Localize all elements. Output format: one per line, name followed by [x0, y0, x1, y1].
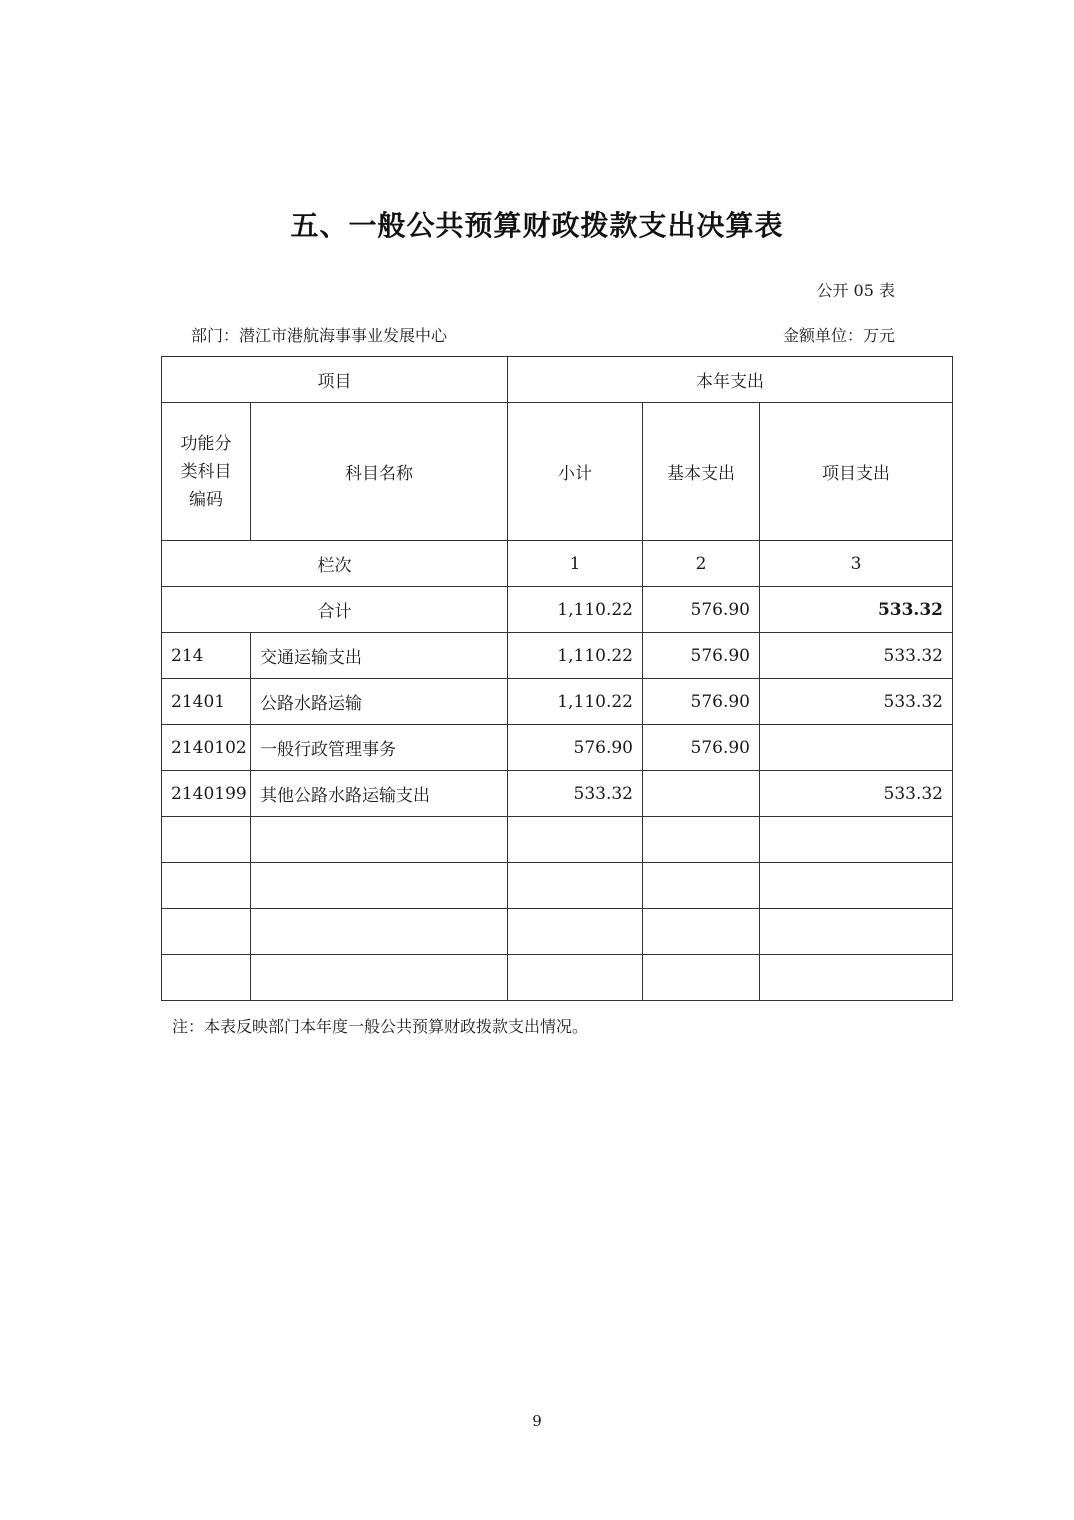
row-subtotal: 533.32 [508, 771, 643, 817]
row-code [162, 817, 251, 863]
row-basic: 576.90 [643, 679, 760, 725]
header-row-2 [162, 403, 953, 541]
row-code [162, 909, 251, 955]
row-basic: 576.90 [643, 725, 760, 771]
row-basic: 576.90 [643, 633, 760, 679]
column-number-1: 1 [508, 541, 643, 587]
header-item: 项目 [162, 357, 508, 403]
row-basic [643, 909, 760, 955]
table-row [162, 725, 953, 771]
row-subtotal [508, 955, 643, 1001]
row-subtotal [508, 863, 643, 909]
row-project [760, 955, 953, 1001]
total-project: 533.32 [760, 587, 953, 633]
total-row [162, 587, 953, 633]
row-subtotal: 576.90 [508, 725, 643, 771]
row-project [760, 863, 953, 909]
row-name: 其他公路水路运输支出 [251, 771, 508, 817]
row-code: 21401 [162, 679, 251, 725]
column-number-row [162, 541, 953, 587]
row-name: 公路水路运输 [251, 679, 508, 725]
row-subtotal [508, 817, 643, 863]
table-note: 注：本表反映部门本年度一般公共预算财政拨款支出情况。 [172, 1017, 589, 1036]
budget-table [161, 356, 953, 1001]
row-subtotal: 1,110.22 [508, 633, 643, 679]
table-row [162, 863, 953, 909]
row-name [251, 817, 508, 863]
total-label: 合计 [162, 587, 508, 633]
row-code: 2140199 [162, 771, 251, 817]
header-row-1 [162, 357, 953, 403]
row-basic [643, 771, 760, 817]
header-project: 项目支出 [760, 403, 953, 541]
header-code-cell [162, 403, 251, 541]
row-subtotal [508, 909, 643, 955]
total-subtotal: 1,110.22 [508, 587, 643, 633]
page-number: 9 [532, 1412, 542, 1430]
amount-unit-label: 金额单位：万元 [782, 326, 895, 345]
table-row [162, 771, 953, 817]
table-row [162, 679, 953, 725]
table-number: 公开 05 表 [816, 281, 895, 300]
row-basic [643, 955, 760, 1001]
row-project: 533.32 [760, 633, 953, 679]
header-basic: 基本支出 [643, 403, 760, 541]
row-project [760, 725, 953, 771]
column-label: 栏次 [162, 541, 508, 587]
row-code [162, 863, 251, 909]
table-row [162, 817, 953, 863]
row-code: 214 [162, 633, 251, 679]
department-label: 部门：潜江市港航海事事业发展中心 [191, 326, 448, 345]
total-basic: 576.90 [643, 587, 760, 633]
table-row [162, 633, 953, 679]
row-basic [643, 817, 760, 863]
row-project: 533.32 [760, 679, 953, 725]
row-subtotal: 1,110.22 [508, 679, 643, 725]
row-code: 2140102 [162, 725, 251, 771]
header-subtotal: 小计 [508, 403, 643, 541]
header-name: 科目名称 [251, 403, 508, 541]
row-name: 一般行政管理事务 [251, 725, 508, 771]
header-code: 功能分类科目编码 [180, 433, 232, 510]
row-name [251, 863, 508, 909]
column-number-3: 3 [760, 541, 953, 587]
row-name [251, 909, 508, 955]
row-basic [643, 863, 760, 909]
column-number-2: 2 [643, 541, 760, 587]
row-project [760, 909, 953, 955]
table-row [162, 955, 953, 1001]
table-row [162, 909, 953, 955]
row-code [162, 955, 251, 1001]
row-project [760, 817, 953, 863]
row-name: 交通运输支出 [251, 633, 508, 679]
page-title: 五、一般公共预算财政拨款支出决算表 [290, 209, 784, 242]
row-project: 533.32 [760, 771, 953, 817]
header-current-year: 本年支出 [508, 357, 953, 403]
row-name [251, 955, 508, 1001]
